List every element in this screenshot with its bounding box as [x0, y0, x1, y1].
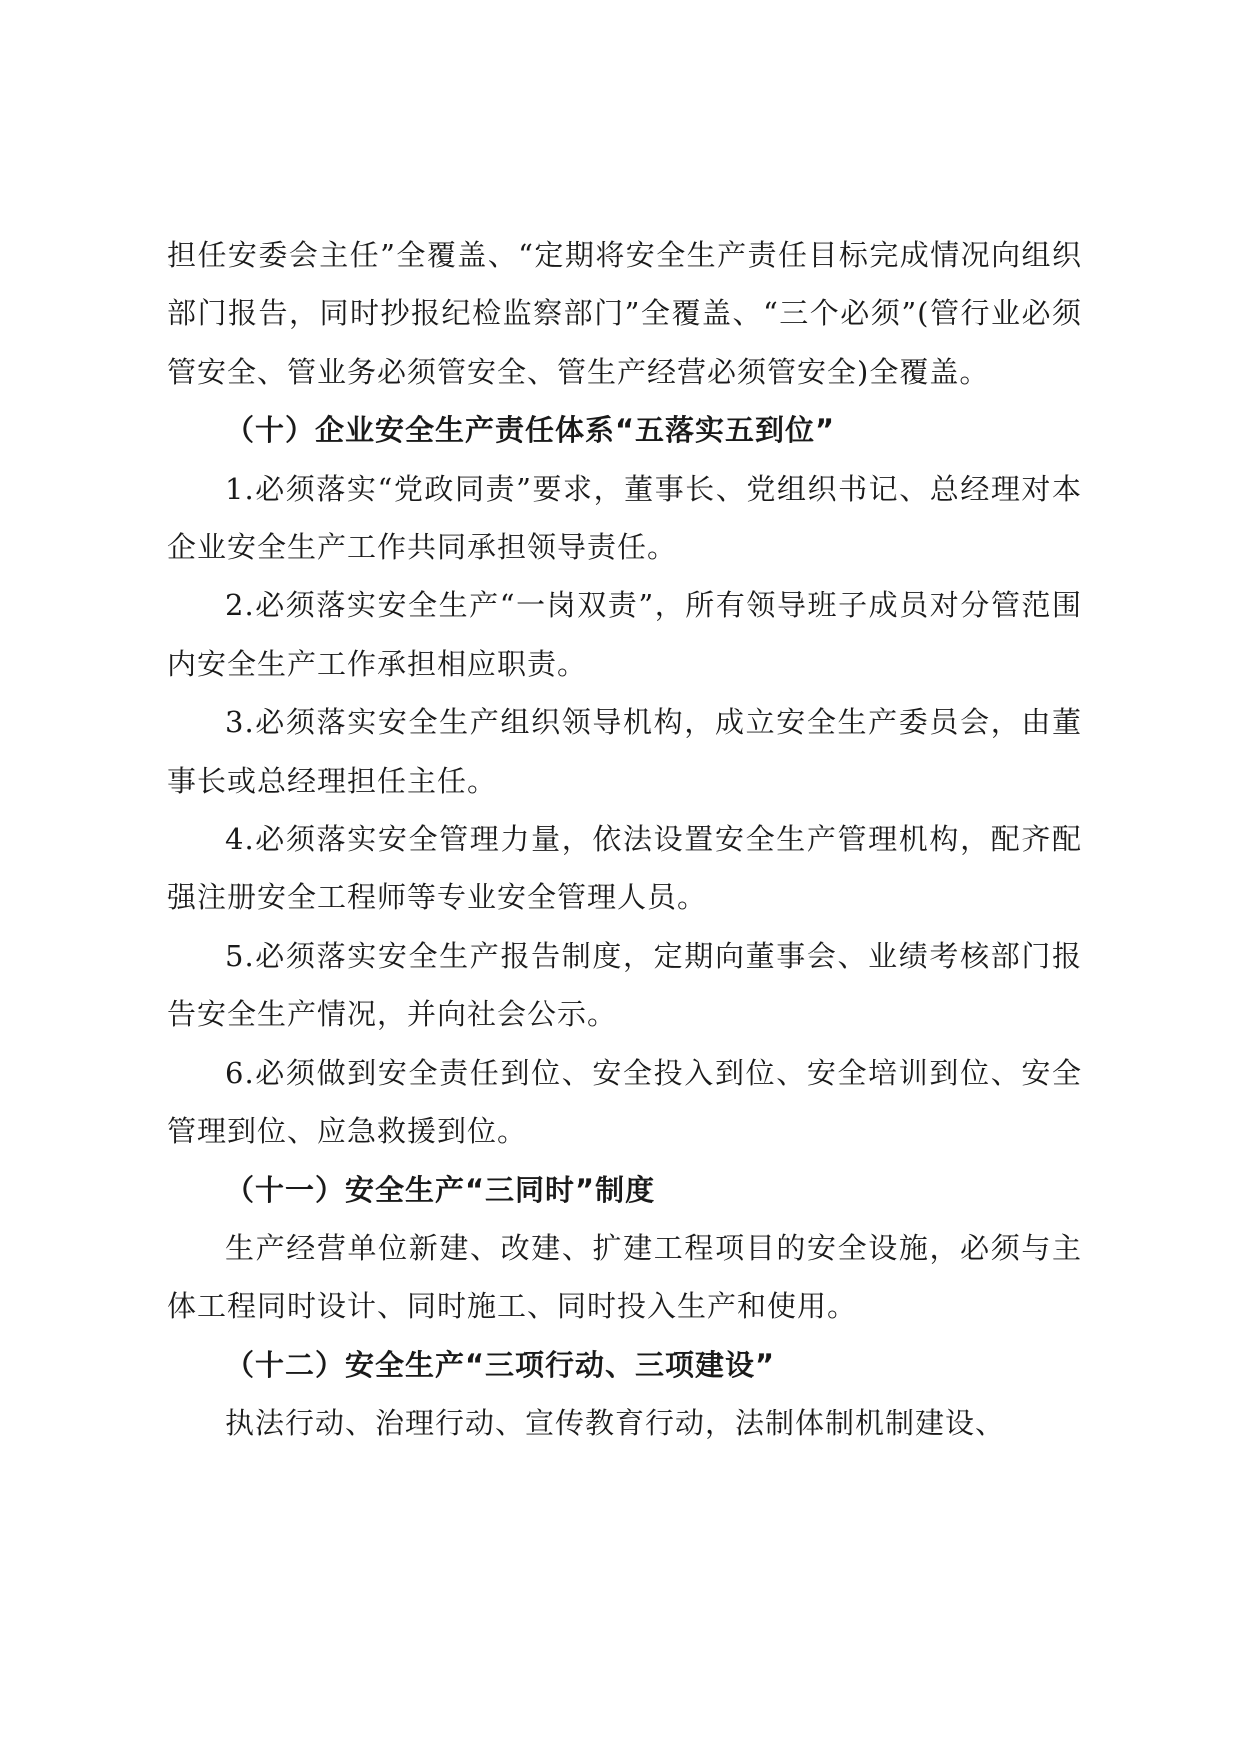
paragraph-item-3: 3.必须落实安全生产组织领导机构，成立安全生产委员会，由董事长或总经理担任主任。	[167, 705, 1082, 798]
paragraph-item-4: 4.必须落实安全管理力量，依法设置安全生产管理机构，配齐配强注册安全工程师等专业安全管理人员。	[167, 822, 1082, 915]
paragraph-continuation: 担任安委会主任”全覆盖、“定期将安全生产责任目标完成情况向组织部门报告，同时抄报纪检监察部门”全覆盖、“三个必须”(管行业必须管安全、管业务必须管安全、管生产经营必须管安全)全覆盖。	[167, 238, 1082, 389]
paragraph-item-5: 5.必须落实安全生产报告制度，定期向董事会、业绩考核部门报告安全生产情况，并向社会公示。	[167, 938, 1082, 1032]
paragraph-item-6: 6.必须做到安全责任到位、安全投入到位、安全培训到位、安全管理到位、应急救援到位。	[167, 1055, 1082, 1149]
paragraph-three-actions: 执法行动、治理行动、宣传教育行动，法制体制机制建设、	[225, 1406, 1006, 1441]
section-heading-12: （十二）安全生产“三项行动、三项建设”	[225, 1347, 776, 1382]
section-heading-11: （十一）安全生产“三同时”制度	[225, 1172, 656, 1207]
paragraph-three-simultaneous: 生产经营单位新建、改建、扩建工程项目的安全设施，必须与主体工程同时设计、同时施工、同时投入生产和使用。	[167, 1230, 1082, 1324]
section-heading-10: （十）企业安全生产责任体系“五落实五到位”	[225, 413, 836, 448]
paragraph-item-1: 1.必须落实“党政同责”要求，董事长、党组织书记、总经理对本企业安全生产工作共同承担领导责任。	[167, 471, 1082, 565]
paragraph-item-2: 2.必须落实安全生产“一岗双责”，所有领导班子成员对分管范围内安全生产工作承担相应职责。	[167, 588, 1082, 681]
document-body	[167, 226, 1082, 1453]
